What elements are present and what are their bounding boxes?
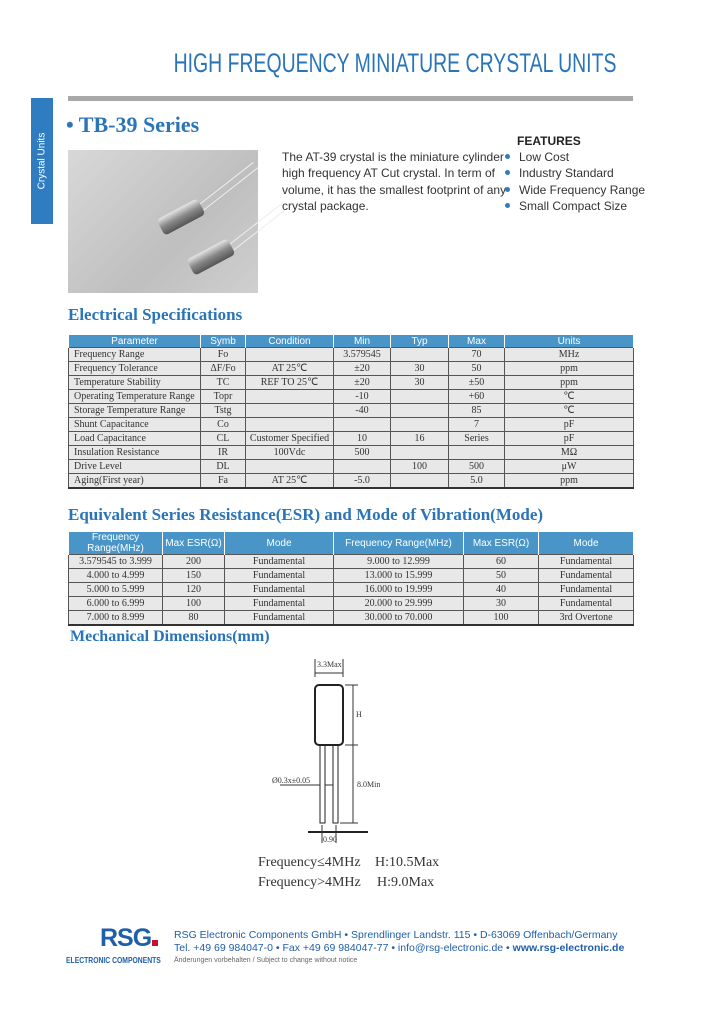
table-cell: 500 — [449, 460, 505, 474]
dim-diameter-label: Ø0.3x±0.05 — [272, 776, 311, 785]
table-cell: 200 — [163, 555, 225, 569]
table-cell — [391, 418, 449, 432]
table-cell: Operating Temperature Range — [69, 390, 201, 404]
table-cell: Shunt Capacitance — [69, 418, 201, 432]
table-cell: 80 — [163, 611, 225, 625]
rsg-logo — [100, 924, 158, 953]
table-cell: Fundamental — [225, 569, 334, 583]
table-cell — [334, 460, 391, 474]
table-row — [69, 348, 634, 362]
table-cell: Fundamental — [539, 583, 634, 597]
height-note-h: H:9.0Max — [377, 875, 435, 890]
dim-width-label: 3.3Max — [317, 660, 342, 669]
column-header: Frequency Range(MHz) — [334, 532, 464, 555]
table-cell: 3.579545 — [334, 348, 391, 362]
table-cell: 7 — [449, 418, 505, 432]
table-cell: 3.579545 to 3.999 — [69, 555, 163, 569]
table-cell: 30 — [464, 597, 539, 611]
table-row — [69, 362, 634, 376]
table-cell: Fundamental — [225, 597, 334, 611]
table-row — [69, 376, 634, 390]
table-row — [69, 446, 634, 460]
table-cell — [391, 474, 449, 488]
product-photo — [68, 150, 258, 293]
column-header: Max ESR(Ω) — [163, 532, 225, 555]
table-cell: Fundamental — [539, 555, 634, 569]
table-cell — [391, 390, 449, 404]
table-cell: Topr — [201, 390, 246, 404]
table-cell: 5.0 — [449, 474, 505, 488]
electrical-heading: Electrical Specifications — [68, 305, 243, 324]
table-cell: ±50 — [449, 376, 505, 390]
table-cell: -40 — [334, 404, 391, 418]
table-cell: μW — [505, 460, 634, 474]
table-cell: IR — [201, 446, 246, 460]
table-cell: Fundamental — [225, 583, 334, 597]
header-divider — [68, 96, 633, 101]
logo-subtitle: ELECTRONIC COMPONENTS — [66, 956, 161, 965]
table-row — [69, 474, 634, 488]
table-row — [69, 583, 634, 597]
logo-text: RSG — [100, 924, 152, 952]
table-cell: Frequency Range — [69, 348, 201, 362]
table-cell: Aging(First year) — [69, 474, 201, 488]
table-cell: Co — [201, 418, 246, 432]
column-header: Max — [449, 335, 505, 348]
dim-lead-label: 8.0Min — [357, 780, 381, 789]
table-cell: 16 — [391, 432, 449, 446]
side-tab — [31, 98, 53, 224]
table-cell: Fa — [201, 474, 246, 488]
table-cell: 50 — [464, 569, 539, 583]
table-cell: MΩ — [505, 446, 634, 460]
electrical-spec-table — [68, 334, 634, 489]
table-cell: Tstg — [201, 404, 246, 418]
table-cell: Fundamental — [539, 569, 634, 583]
table-cell — [246, 418, 334, 432]
feature-item: Wide Frequency Range — [503, 182, 645, 198]
feature-item: Industry Standard — [503, 165, 645, 181]
table-cell: 10 — [334, 432, 391, 446]
table-cell: Drive Level — [69, 460, 201, 474]
dim-pitch-label: 0.90 — [323, 835, 337, 844]
column-header: Mode — [225, 532, 334, 555]
table-cell: pF — [505, 432, 634, 446]
table-cell: 13.000 to 15.999 — [334, 569, 464, 583]
table-cell: 100 — [464, 611, 539, 625]
table-cell: -10 — [334, 390, 391, 404]
table-cell: AT 25℃ — [246, 474, 334, 488]
table-cell: 30 — [391, 376, 449, 390]
height-note-freq: Frequency≤4MHz — [258, 855, 361, 870]
table-cell: 500 — [334, 446, 391, 460]
table-cell: AT 25℃ — [246, 362, 334, 376]
product-description: The AT-39 crystal is the miniature cylinder high frequency AT Cut crystal. In term of volume, it has the smallest footprint of any crystal package. — [282, 150, 507, 213]
table-cell: 16.000 to 19.999 — [334, 583, 464, 597]
table-cell — [334, 418, 391, 432]
table-row — [69, 611, 634, 625]
table-row — [69, 569, 634, 583]
feature-item: Low Cost — [503, 149, 645, 165]
feature-item: Small Compact Size — [503, 198, 645, 214]
height-note-h: H:10.5Max — [375, 855, 440, 870]
column-header: Max ESR(Ω) — [464, 532, 539, 555]
footer-address: RSG Electronic Components GmbH • Sprendlinger Landstr. 115 • D-63069 Offenbach/Germany — [174, 929, 618, 941]
dim-h-label: H — [356, 710, 362, 719]
side-tab-label: Crystal Units — [36, 132, 48, 190]
features-heading: FEATURES — [517, 134, 581, 148]
column-header: Frequency Range(MHz) — [69, 532, 163, 555]
table-row — [69, 555, 634, 569]
column-header: Symb — [201, 335, 246, 348]
table-cell — [246, 348, 334, 362]
column-header: Min — [334, 335, 391, 348]
table-cell: REF TO 25℃ — [246, 376, 334, 390]
table-cell: 5.000 to 5.999 — [69, 583, 163, 597]
table-cell — [246, 404, 334, 418]
table-cell: 50 — [449, 362, 505, 376]
table-cell: Customer Specified — [246, 432, 334, 446]
table-row — [69, 418, 634, 432]
table-cell: +60 — [449, 390, 505, 404]
table-cell — [391, 404, 449, 418]
table-cell: 40 — [464, 583, 539, 597]
table-cell: Storage Temperature Range — [69, 404, 201, 418]
esr-table — [68, 531, 634, 626]
table-cell — [391, 348, 449, 362]
page-title: HIGH FREQUENCY MINIATURE CRYSTAL UNITS — [173, 48, 617, 78]
table-cell: 7.000 to 8.999 — [69, 611, 163, 625]
table-row — [69, 597, 634, 611]
table-cell: ppm — [505, 474, 634, 488]
table-row — [69, 390, 634, 404]
table-cell: 85 — [449, 404, 505, 418]
footer-disclaimer: Änderungen vorbehalten / Subject to change without notice — [174, 957, 358, 964]
column-header: Condition — [246, 335, 334, 348]
table-cell: pF — [505, 418, 634, 432]
table-row — [69, 460, 634, 474]
table-row — [69, 404, 634, 418]
table-cell: 20.000 to 29.999 — [334, 597, 464, 611]
column-header: Mode — [539, 532, 634, 555]
table-cell: Fundamental — [225, 555, 334, 569]
column-header: Units — [505, 335, 634, 348]
table-cell: ℃ — [505, 404, 634, 418]
table-cell — [246, 460, 334, 474]
table-cell: 150 — [163, 569, 225, 583]
features-list — [503, 149, 645, 214]
footer-website-link[interactable]: www.rsg-electronic.de — [512, 942, 625, 954]
table-cell: 30.000 to 70.000 — [334, 611, 464, 625]
table-cell — [391, 446, 449, 460]
table-cell: ℃ — [505, 390, 634, 404]
table-cell: DL — [201, 460, 246, 474]
table-cell: 70 — [449, 348, 505, 362]
table-cell: Load Capacitance — [69, 432, 201, 446]
table-cell: 60 — [464, 555, 539, 569]
dimension-drawing — [250, 655, 450, 845]
table-cell: TC — [201, 376, 246, 390]
footer-contact — [174, 942, 624, 954]
table-cell: 120 — [163, 583, 225, 597]
table-cell: Frequency Tolerance — [69, 362, 201, 376]
table-cell: -5.0 — [334, 474, 391, 488]
table-cell: Fundamental — [539, 597, 634, 611]
table-cell: ±20 — [334, 362, 391, 376]
table-cell: 6.000 to 6.999 — [69, 597, 163, 611]
table-cell: Series — [449, 432, 505, 446]
table-cell: 30 — [391, 362, 449, 376]
series-title: • TB-39 Series — [66, 112, 200, 137]
table-cell: 100 — [391, 460, 449, 474]
table-cell: CL — [201, 432, 246, 446]
column-header: Parameter — [69, 335, 201, 348]
footer-phone-email: Tel. +49 69 984047-0 • Fax +49 69 984047-77 • info@rsg-electronic.de • — [174, 942, 513, 954]
table-cell: 100Vdc — [246, 446, 334, 460]
table-cell: 3rd Overtone — [539, 611, 634, 625]
table-cell — [449, 446, 505, 460]
table-cell: ppm — [505, 376, 634, 390]
column-header: Typ — [391, 335, 449, 348]
table-cell: Fo — [201, 348, 246, 362]
table-cell: ΔF/Fo — [201, 362, 246, 376]
height-note-freq: Frequency>4MHz — [258, 875, 361, 890]
table-cell: Fundamental — [225, 611, 334, 625]
table-cell — [246, 390, 334, 404]
table-cell: ppm — [505, 362, 634, 376]
esr-heading: Equivalent Series Resistance(ESR) and Mode of Vibration(Mode) — [68, 505, 544, 524]
table-cell: Insulation Resistance — [69, 446, 201, 460]
table-cell: 100 — [163, 597, 225, 611]
mechanical-heading: Mechanical Dimensions(mm) — [70, 628, 270, 645]
table-row — [69, 432, 634, 446]
table-cell: MHz — [505, 348, 634, 362]
table-cell: 9.000 to 12.999 — [334, 555, 464, 569]
table-cell: 4.000 to 4.999 — [69, 569, 163, 583]
table-cell: Temperature Stability — [69, 376, 201, 390]
table-cell: ±20 — [334, 376, 391, 390]
